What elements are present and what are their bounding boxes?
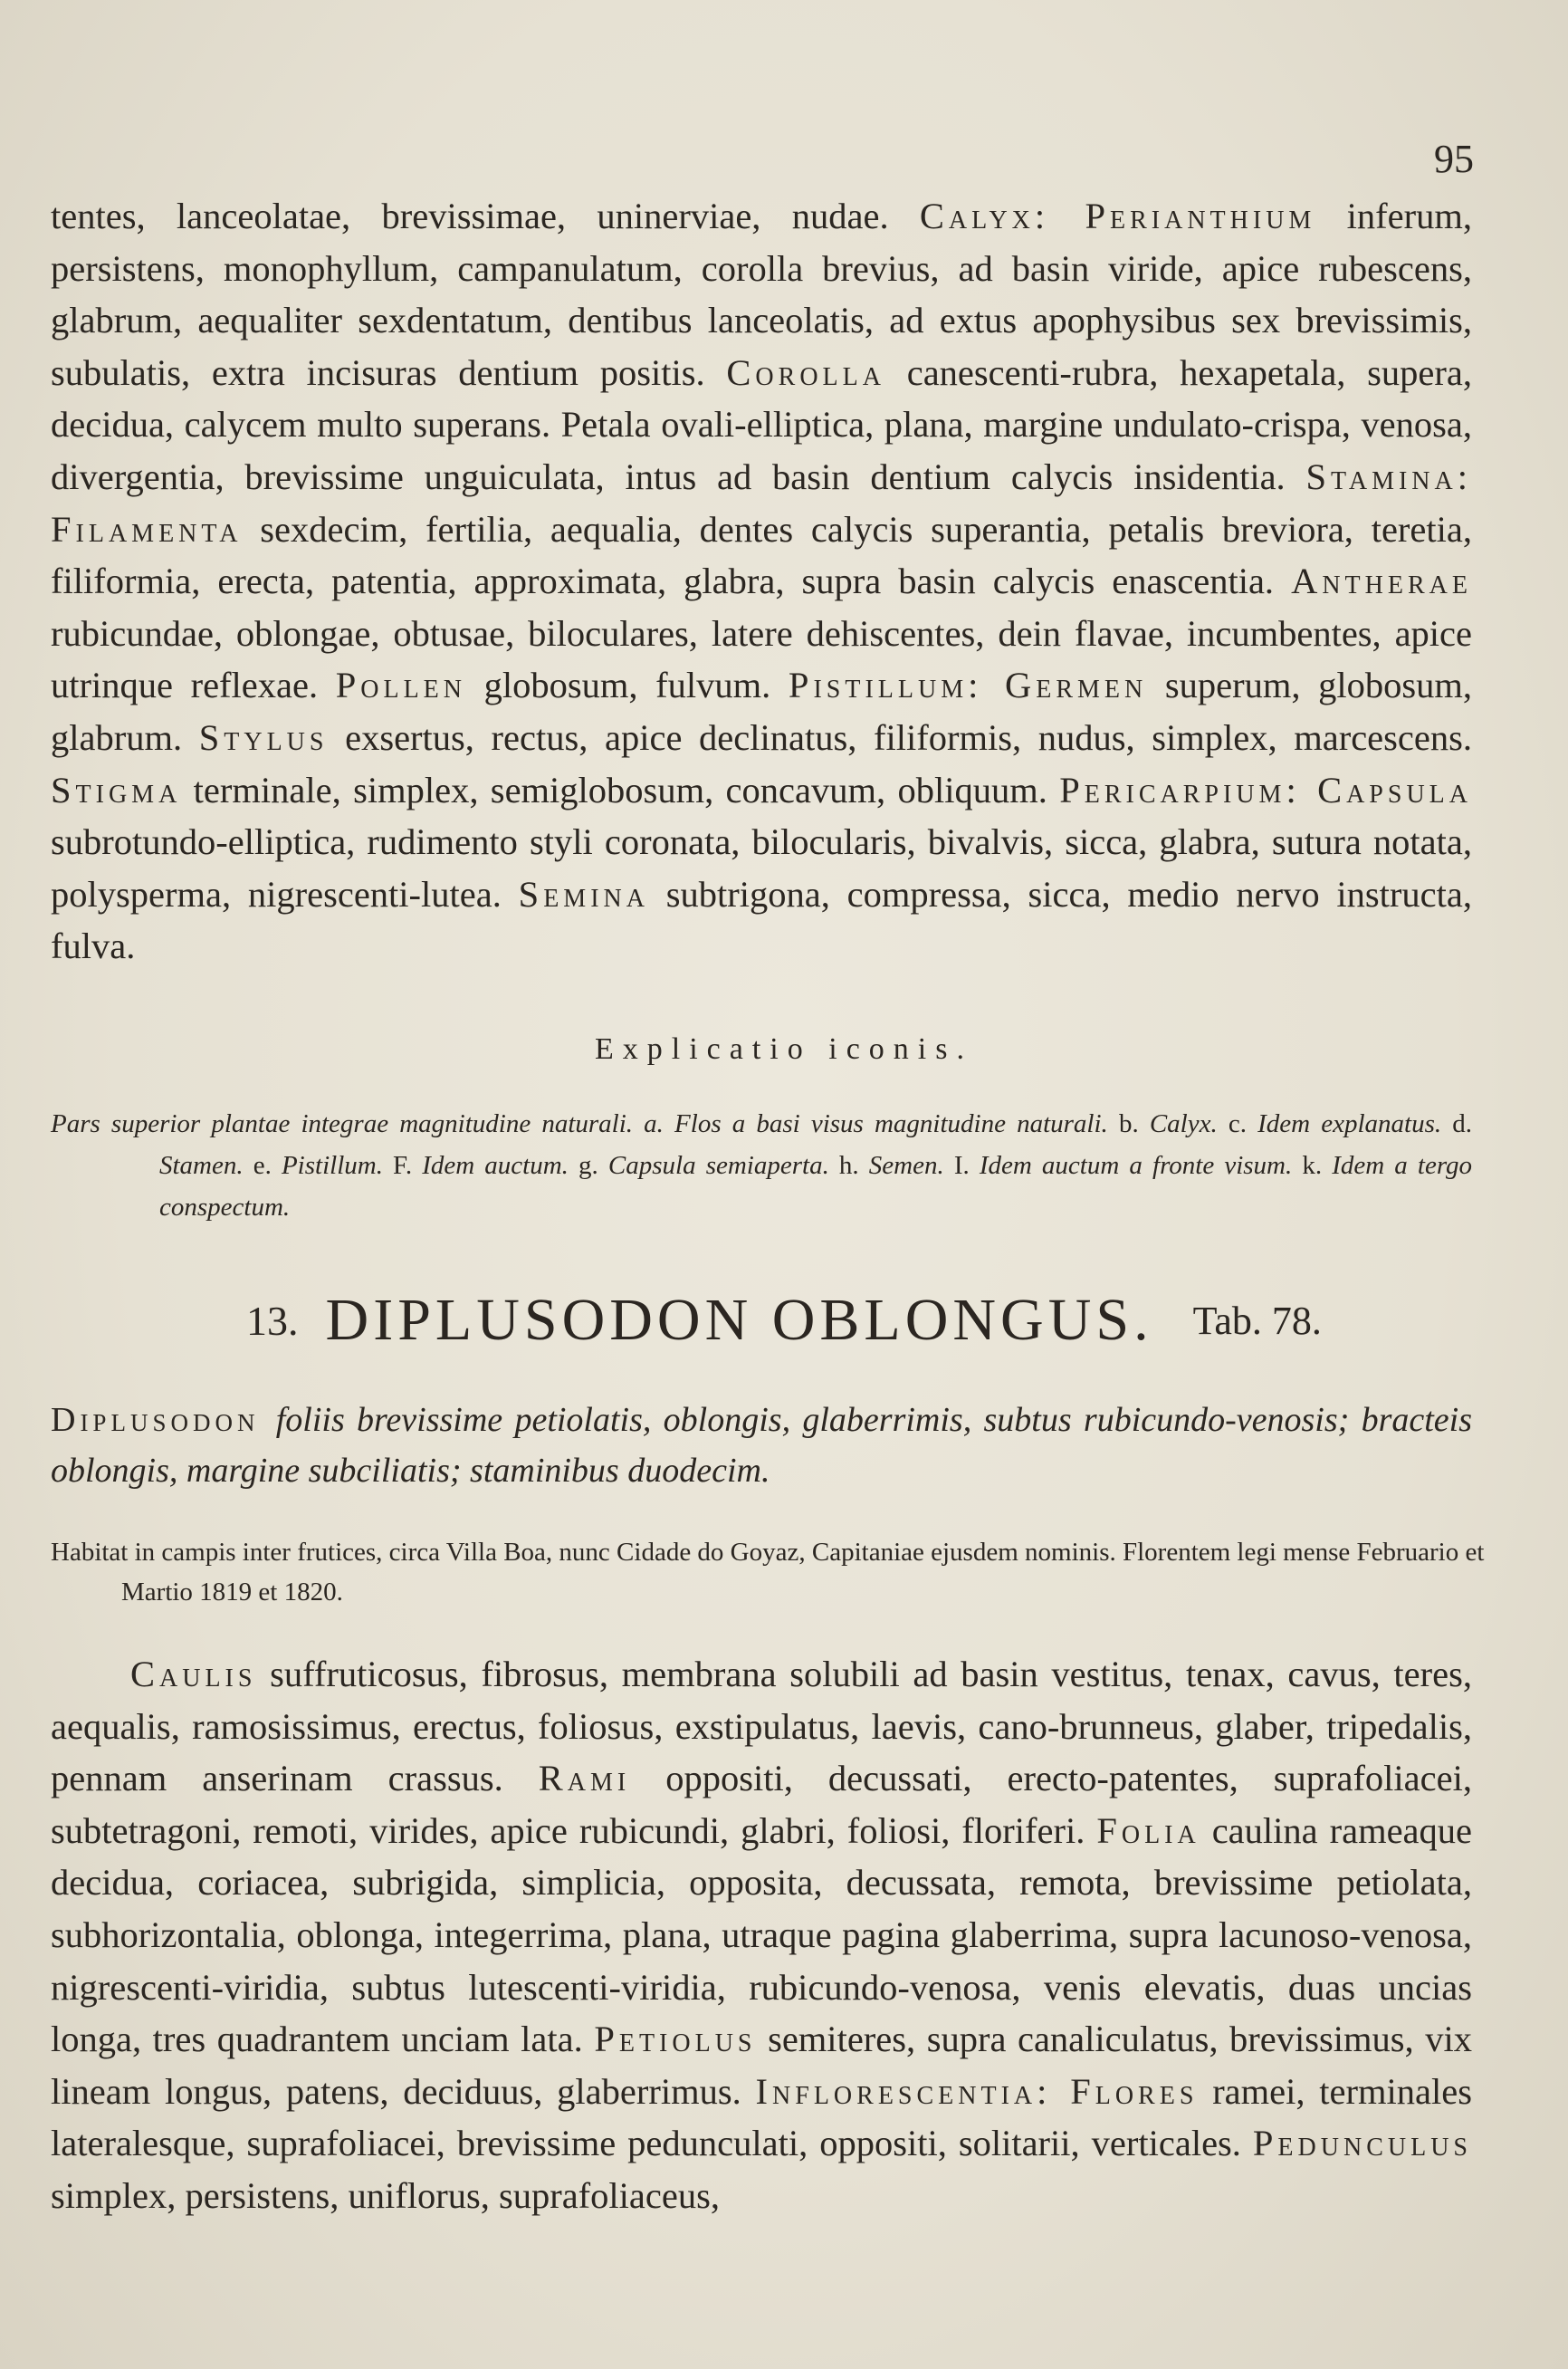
text-run: ramei, terminales lateralesque, suprafoliacei, brevissime pedunculati, oppositi, solitarii, verticales. — [51, 2070, 1472, 2164]
text-run: Idem auctum. — [422, 1151, 569, 1180]
text-run: Idem a tergo conspectum. — [159, 1151, 1473, 1222]
text-run: Rami — [538, 1758, 631, 1799]
text-run: b. — [1107, 1109, 1150, 1138]
text-run: g. — [568, 1151, 608, 1180]
text-run: Stylus — [198, 716, 329, 758]
text-run: Corolla — [726, 351, 885, 393]
text-run: globosum, fulvum. — [466, 665, 789, 706]
text-run: d. — [1441, 1109, 1473, 1138]
text-run: subrotundo-elliptica, rudimento styli coronata, bilocularis, bivalvis, sicca, glabra, sutura notata, polysperma, nigrescenti-lutea. — [51, 821, 1472, 915]
explicatio-heading: Explicatio iconis. — [595, 1032, 973, 1066]
text-run: Pistillum. — [281, 1151, 383, 1180]
text-run: Pollen — [335, 665, 467, 706]
plate-reference: Tab. 78. — [1192, 1298, 1322, 1343]
text-run: Filamenta — [51, 508, 243, 550]
text-run: Petiolus — [594, 2019, 757, 2060]
text-run: foliis brevissime petiolatis, oblongis, glaberrimis, subtus rubicundo-venosis; bracteis oblongis, margine subciliatis; staminibus duodecim. — [51, 1401, 1473, 1490]
species-diagnosis — [51, 1395, 1472, 1496]
explicatio-body — [51, 1103, 1472, 1228]
text-run: Flores — [1070, 2070, 1199, 2112]
text-run: I. — [943, 1151, 980, 1180]
text-run: Semen. — [868, 1151, 944, 1180]
text-run: caulina rameaque decidua, coriacea, subrigida, simplicia, opposita, decussata, remota, brevissime petiolata, subhorizontalia, oblonga, integerrima, plana, utraque pagina glaberrima, supra lacunoso-venosa, nigrescenti-viridia, subtus lutescenti-viridia, rubicundo-venosa, venis elevatis, duas uncias longa, tres quadrantem unciam lata. — [51, 1809, 1472, 2060]
species-heading — [0, 1286, 1568, 1355]
text-run: exsertus, rectus, apice declinatus, filiformis, nudus, simplex, marcescens. — [328, 716, 1472, 758]
text-run: Idem auctum a fronte visum. — [979, 1151, 1293, 1180]
description-paragraph-bottom — [51, 1648, 1472, 2222]
page-number: 95 — [1434, 137, 1474, 181]
text-run: Inflorescentia: — [755, 2070, 1071, 2112]
text-run: F. — [382, 1151, 423, 1180]
text-run: sexdecim, fertilia, aequalia, dentes calycis superantia, petalis breviora, teretia, filiformia, erecta, patentia, approximata, glabra, supra basin calycis enascentia. — [51, 508, 1472, 602]
text-run: Calyx: — [919, 196, 1085, 236]
text-run: Stamina: — [1305, 456, 1472, 497]
text-run: Pars superior plantae integrae magnitudine naturali. a. Flos a basi visus magnitudine naturali. — [51, 1109, 1108, 1138]
text-run: Pedunculus — [1252, 2123, 1472, 2164]
text-run: canescenti-rubra, hexapetala, supera, decidua, calycem multo superans. Petala ovali-elliptica, plana, margine undulato-crispa, venosa, divergentia, brevissime unguiculata, intus ad basin dentium calycis insidentia. — [51, 351, 1472, 497]
text-run: oppositi, decussati, erecto-patentes, suprafoliacei, subtetragoni, remoti, virides, apice rubicundi, glabri, foliosi, floriferi. — [51, 1758, 1472, 1851]
habitat-note: Habitat in campis inter frutices, circa Villa Boa, nunc Cidade do Goyaz, Capitaniae ejusdem nominis. Florentem legi mense Februario et Martio 1819 et 1820. — [51, 1538, 1485, 1607]
species-number: 13. — [246, 1297, 299, 1344]
text-run: Idem explanatus. — [1257, 1109, 1442, 1138]
text-run: Pistillum: — [788, 665, 1005, 706]
text-run: Capsula — [1317, 769, 1473, 810]
text-run: Calyx. — [1149, 1109, 1218, 1138]
text-run: c. — [1217, 1109, 1258, 1138]
description-paragraph-top — [51, 190, 1472, 973]
text-run: suffruticosus, fibrosus, membrana solubili ad basin vestitus, tenax, cavus, teres, aequalis, ramosissimus, erectus, foliosus, exstipulatus, laevis, cano-brunneus, glaber, tripedalis, pennam anserinam crassus. — [51, 1654, 1472, 1799]
text-run: k. — [1292, 1151, 1333, 1180]
text-run: h. — [828, 1151, 869, 1180]
text-run: Capsula semiaperta. — [607, 1151, 829, 1180]
text-run: Germen — [1004, 665, 1148, 706]
text-run: terminale, simplex, semiglobosum, concavum, obliquum. — [181, 769, 1060, 810]
text-run: superum, globosum, glabrum. — [51, 665, 1472, 758]
text-run: Stamen. — [159, 1151, 244, 1180]
text-run: inferum, persistens, monophyllum, campanulatum, corolla brevius, ad basin viride, apice rubescens, glabrum, aequaliter sexdentatum, dentibus lanceolatis, ad extus apophysibus sex brevissimis, subulatis, extra incisuras dentium positis. — [51, 196, 1472, 393]
text-run: Folia — [1096, 1809, 1200, 1851]
text-run: Semina — [518, 873, 649, 915]
text-run: semiteres, supra canaliculatus, brevissimus, vix lineam longus, patens, deciduus, glaberrimus. — [51, 2019, 1472, 2112]
text-run: Stigma — [51, 769, 182, 810]
text-run: e. — [243, 1151, 282, 1180]
species-name: DIPLUSODON OBLONGUS. — [325, 1287, 1153, 1353]
text-run: tentes, lanceolatae, brevissimae, uninerviae, nudae. — [51, 196, 920, 236]
text-run: simplex, persistens, uniflorus, suprafoliaceus, — [51, 2174, 720, 2216]
text-run: Antherae — [1291, 561, 1472, 602]
text-run: Pericarpium: — [1059, 769, 1318, 810]
text-run: Diplusodon — [51, 1401, 276, 1439]
text-run: rubicundae, oblongae, obtusae, biloculares, latere dehiscentes, dein flavae, incumbentes, apice utrinque reflexae. — [51, 612, 1472, 706]
text-run: subtrigona, compressa, sicca, medio nervo instructa, fulva. — [51, 873, 1472, 967]
text-run: Perianthium — [1085, 196, 1316, 236]
text-run: Caulis — [130, 1654, 257, 1694]
